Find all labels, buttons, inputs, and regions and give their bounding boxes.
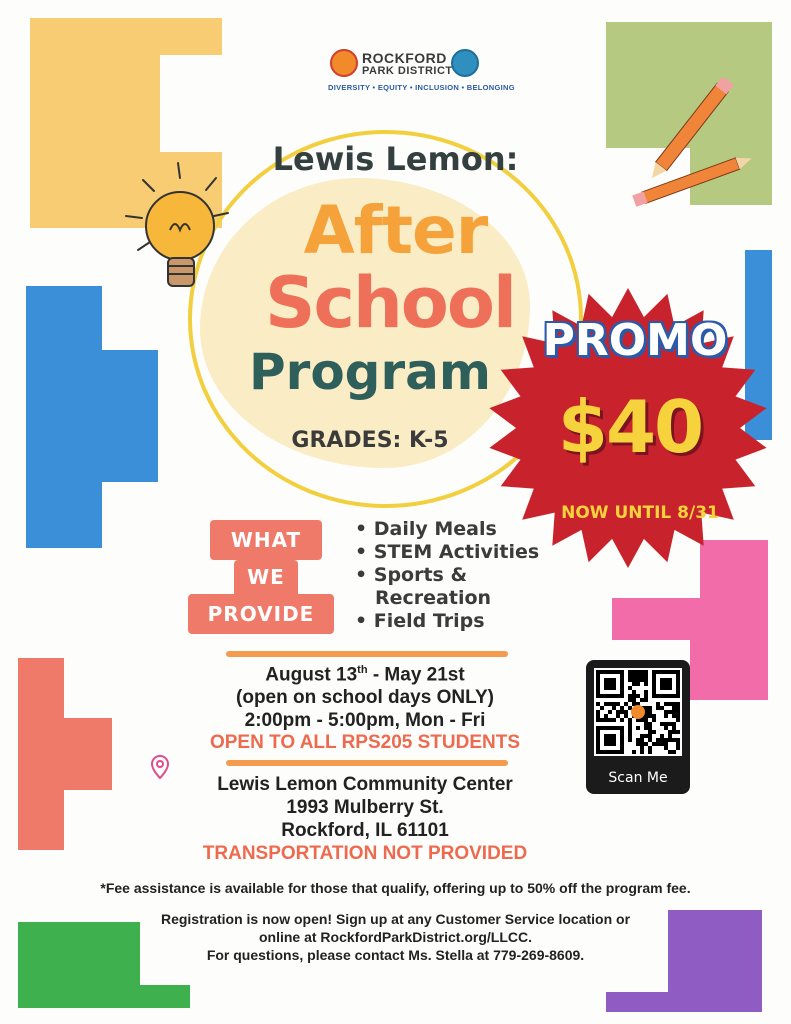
title-program: Program — [249, 343, 491, 401]
fee-note: *Fee assistance is available for those that qualify, offering up to 50% off the program fee. — [100, 880, 691, 896]
org-name: ROCKFORD — [362, 50, 447, 66]
grades-label: GRADES: K-5 — [291, 428, 449, 453]
transport-note: TRANSPORTATION NOT PROVIDED — [202, 843, 528, 864]
list-item: • Sports & — [355, 564, 468, 586]
divider — [226, 651, 508, 657]
provide-heading-what: WHAT — [230, 528, 302, 552]
list-item: • STEM Activities — [355, 541, 540, 563]
provide-list — [355, 518, 539, 633]
promo-price: $40 — [557, 385, 703, 469]
title-after: After — [303, 192, 488, 269]
list-item: • Daily Meals — [355, 518, 497, 540]
location-street: 1993 Mulberry St. — [286, 797, 444, 818]
sun-logo-icon — [330, 49, 358, 77]
provide-heading-provide: PROVIDE — [207, 602, 315, 626]
registration-line-1: Registration is now open! Sign up at any Customer Service location or — [160, 911, 631, 927]
title-lewis-lemon: Lewis Lemon: — [272, 140, 519, 178]
provide-heading-we: WE — [247, 565, 285, 589]
schedule-school-days: (open on school days ONLY) — [236, 687, 494, 708]
list-item: • Field Trips — [355, 610, 485, 632]
location-name: Lewis Lemon Community Center — [217, 774, 513, 795]
schedule-dates: August 13th - May 21st — [265, 664, 465, 686]
promo-label: PROMO — [542, 315, 728, 366]
title-school: School — [265, 262, 515, 344]
qr-scan-label: Scan Me — [608, 770, 668, 786]
promo-until: NOW UNTIL 8/31 — [561, 503, 719, 523]
blue-block — [26, 286, 158, 548]
org-name-sub: PARK DISTRICT — [362, 65, 453, 77]
schedule-hours: 2:00pm - 5:00pm, Mon - Fri — [244, 710, 486, 731]
schedule-eligibility: OPEN TO ALL RPS205 STUDENTS — [209, 732, 521, 753]
location-city: Rockford, IL 61101 — [281, 820, 449, 841]
qr-code-icon[interactable] — [594, 668, 682, 756]
list-item: Recreation — [375, 587, 492, 609]
org-tagline: DIVERSITY • EQUITY • INCLUSION • BELONGING — [328, 83, 515, 92]
registration-line-2: online at RockfordParkDistrict.org/LLCC. — [258, 929, 533, 945]
contact-line: For questions, please contact Ms. Stella at 779-269-8609. — [206, 947, 585, 963]
globe-logo-icon — [451, 49, 479, 77]
divider — [226, 760, 508, 766]
